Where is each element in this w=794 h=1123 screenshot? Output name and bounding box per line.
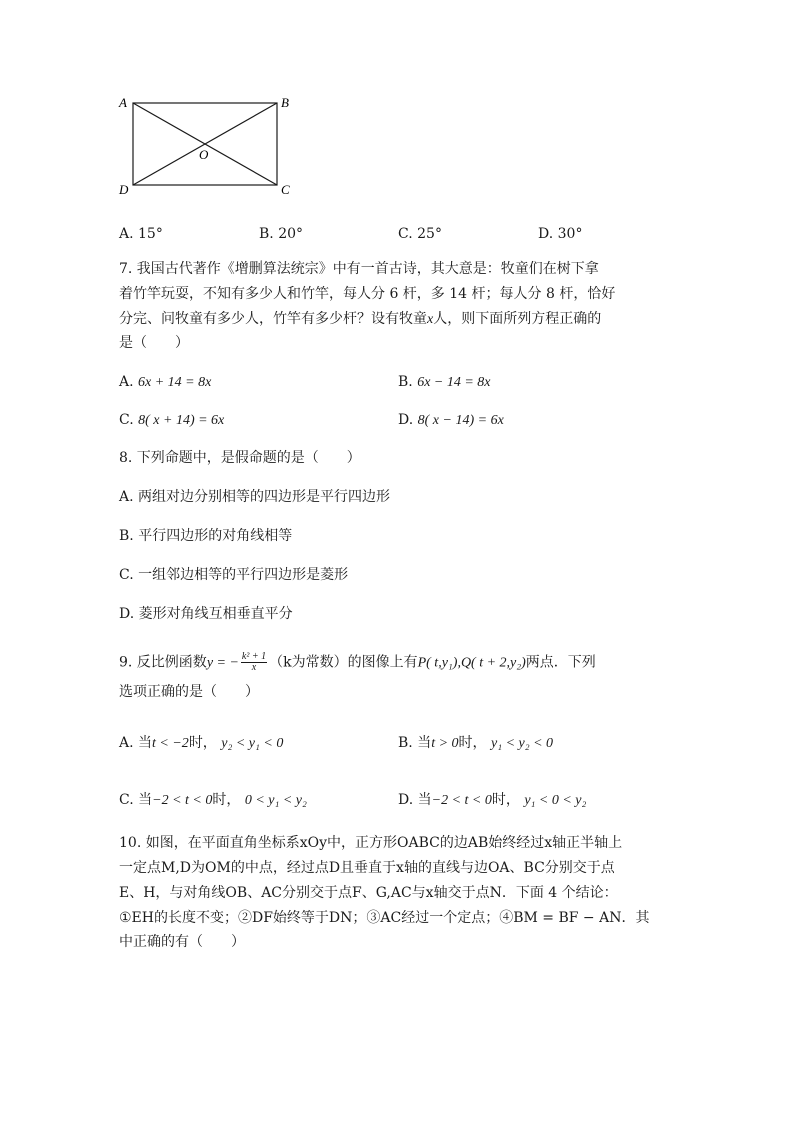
q7-variable: x [427, 312, 434, 327]
option-when: 当 [417, 792, 432, 808]
q9-fraction-denominator: x [251, 662, 257, 673]
option-result: 0 < y₁ < y₂ [244, 793, 307, 808]
rectangle-diagram [115, 90, 300, 200]
q9-option-a[interactable] [119, 733, 283, 754]
option-letter: B. [398, 735, 413, 751]
option-when: 当 [138, 792, 153, 808]
vertex-label-c: C [281, 182, 290, 197]
q8-option-d[interactable]: D. 菱形对角线互相垂直平分 [119, 606, 293, 622]
option-equation: 8( x − 14) = 6x [417, 413, 504, 428]
option-letter: D. [398, 412, 414, 428]
option-letter: C. [119, 412, 134, 428]
q7-line-3b: 人，则下面所列方程正确的 [433, 311, 602, 327]
q7-line-3 [119, 309, 601, 330]
center-label-o: O [199, 147, 209, 162]
q7-line-2: 着竹竿玩耍，不知有多少人和竹竿，每人分 6 杆，多 14 杆；每人分 8 杆，恰好 [119, 286, 616, 302]
option-letter: B. [398, 374, 413, 390]
option-result: y₁ < 0 < y₂ [524, 793, 587, 808]
option-text: 15° [138, 226, 163, 242]
option-condition: t > 0 [431, 736, 459, 751]
q8-option-b[interactable]: B. 平行四边形的对角线相等 [119, 528, 293, 544]
q9-fraction [241, 652, 267, 673]
option-letter: C. [119, 792, 134, 808]
q6-option-d[interactable] [538, 224, 582, 244]
q9-line-1 [119, 652, 596, 674]
q10-line-1: 10. 如图，在平面直角坐标系xOy中，正方形OABC的边AB始终经过x轴正半轴上 [119, 835, 623, 851]
option-letter: A. [119, 226, 134, 242]
q8-stem: 8. 下列命题中，是假命题的是（ ） [119, 450, 361, 466]
option-when: 当 [138, 735, 153, 751]
q6-option-a[interactable] [119, 224, 163, 244]
q6-option-b[interactable] [259, 224, 303, 244]
option-text: 30° [557, 226, 583, 242]
q7-option-d[interactable] [398, 410, 504, 431]
option-condition: t < −2 [152, 736, 189, 751]
option-shi: 时， [491, 792, 520, 808]
q9-function-lhs: y = − [206, 655, 239, 671]
option-result: y₂ < y₁ < 0 [221, 736, 284, 751]
q7-option-a[interactable] [119, 372, 211, 393]
q9-option-b[interactable] [398, 733, 553, 754]
option-letter: A. [119, 374, 134, 390]
option-shi: 时， [458, 735, 487, 751]
option-letter: C. [398, 226, 413, 242]
q9-points: P( t,y₁),Q( t + 2,y₂) [417, 655, 526, 671]
q9-option-d[interactable] [398, 790, 586, 811]
q9-prefix: 9. 反比例函数 [119, 654, 207, 671]
q9-option-c[interactable] [119, 790, 307, 811]
q7-option-c[interactable] [119, 410, 224, 431]
option-shi: 时， [188, 735, 217, 751]
option-condition: −2 < t < 0 [152, 793, 213, 808]
q10-line-3: E、H，与对角线OB、AC分别交于点F、G,AC与x轴交于点N．下面 4 个结论： [119, 885, 618, 901]
q9-suffix: 两点．下列 [525, 654, 596, 671]
option-shi: 时， [212, 792, 241, 808]
q7-option-b[interactable] [398, 372, 491, 393]
q9-k-note: （k为常数）的图像上有 [269, 654, 418, 671]
q9-fraction-numerator: k² + 1 [241, 651, 267, 662]
vertex-label-d: D [119, 182, 129, 197]
q10-line-5: 中正确的有（ ） [119, 934, 245, 950]
option-equation: 8( x + 14) = 6x [138, 413, 225, 428]
q10-line-4: ①EH的长度不变；②DF始终等于DN；③AC经过一个定点；④BM = BF − AN．其 [119, 910, 650, 926]
q6-option-c[interactable] [398, 224, 442, 244]
option-text: 25° [417, 226, 442, 242]
q7-line-1: 7. 我国古代著作《增删算法统宗》中有一首古诗，其大意是：牧童们在树下拿 [119, 261, 599, 277]
option-condition: −2 < t < 0 [431, 793, 492, 808]
option-equation: 6x + 14 = 8x [138, 375, 212, 390]
q8-option-a[interactable]: A. 两组对边分别相等的四边形是平行四边形 [119, 489, 391, 505]
q7-line-4: 是（ ） [119, 335, 189, 351]
option-text: 20° [278, 226, 304, 242]
q9-line-2: 选项正确的是（ ） [119, 684, 259, 700]
option-equation: 6x − 14 = 8x [417, 375, 491, 390]
option-letter: D. [538, 226, 554, 242]
q10-line-2: 一定点M,D为OM的中点，经过点D且垂直于x轴的直线与边OA、BC分别交于点 [119, 860, 615, 876]
q7-line-3a: 分完、问牧童有多少人，竹竿有多少杆？设有牧童 [119, 311, 427, 327]
option-letter: D. [398, 792, 414, 808]
vertex-label-a: A [119, 95, 127, 110]
option-letter: A. [119, 735, 134, 751]
option-when: 当 [417, 735, 432, 751]
option-result: y₁ < y₂ < 0 [491, 736, 554, 751]
option-letter: B. [259, 226, 274, 242]
q8-option-c[interactable]: C. 一组邻边相等的平行四边形是菱形 [119, 567, 349, 583]
vertex-label-b: B [281, 95, 289, 110]
